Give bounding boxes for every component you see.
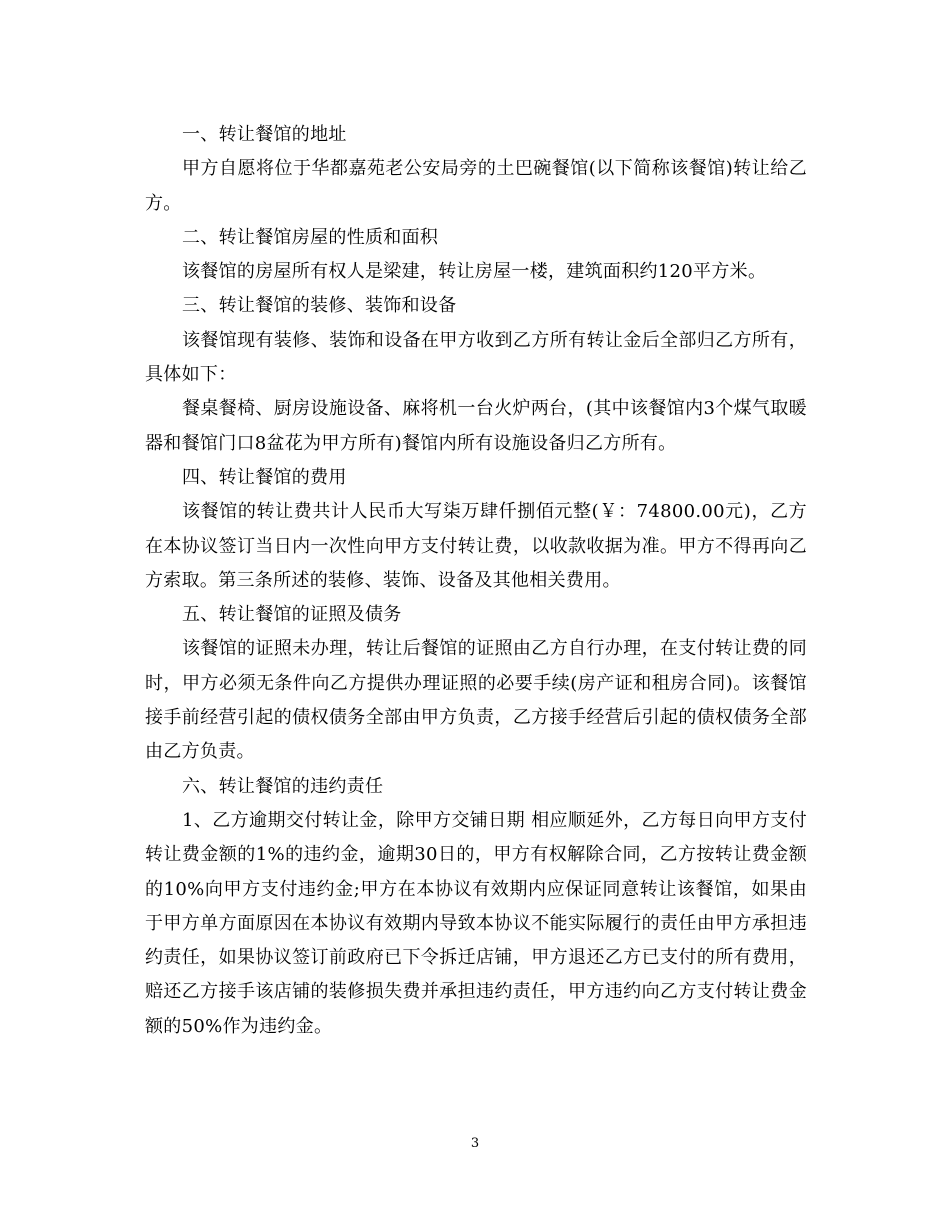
section-heading: 二、转让餐馆房屋的性质和面积 — [182, 226, 439, 248]
body-paragraph: 该餐馆的房屋所有权人是梁建，转让房屋一楼，建筑面积约120平方米。 — [182, 261, 767, 283]
section-heading: 四、转让餐馆的费用 — [182, 466, 347, 488]
body-paragraph: 餐桌餐椅、厨房设施设备、麻将机一台火炉两台，(其中该餐馆内3个煤气取暖器和餐馆门口8盆花为甲方所有)餐馆内所有设施设备归乙方所有。 — [145, 398, 807, 454]
section-heading: 三、转让餐馆的装修、装饰和设备 — [182, 295, 457, 317]
body-paragraph: 甲方自愿将位于华都嘉苑老公安局旁的土巴碗餐馆(以下简称该餐馆)转让给乙方。 — [145, 158, 807, 214]
section-heading: 五、转让餐馆的证照及债务 — [182, 604, 402, 626]
page-number: 3 — [470, 1136, 480, 1151]
body-paragraph: 该餐馆的证照未办理，转让后餐馆的证照由乙方自行办理，在支付转让费的同时，甲方必须无条件向乙方提供办理证照的必要手续(房产证和租房合同)。该餐馆接手前经营引起的债权债务全部由甲方负责，乙方接手经营后引起的债权债务全部由乙方负责。 — [145, 638, 807, 763]
document-body — [145, 118, 807, 1044]
body-paragraph: 该餐馆的转让费共计人民币大写柒万肆仟捌佰元整(￥：74800.00元)，乙方在本协议签订当日内一次性向甲方支付转让费，以收款收据为准。甲方不得再向乙方索取。第三条所述的装修、装饰、设备及其他相关费用。 — [145, 501, 807, 591]
body-paragraph: 1、乙方逾期交付转让金，除甲方交铺日期 相应顺延外，乙方每日向甲方支付转让费金额的1%的违约金，逾期30日的，甲方有权解除合同，乙方按转让费金额的10%向甲方支付违约金;甲方在本协议有效期内应保证同意转让该餐馆，如果由于甲方单方面原因在本协议有效期内导致本协议不能实际履行的责任由甲方承担违约责任，如果协议签订前政府已下令拆迁店铺，甲方退还乙方已支付的所有费用，赔还乙方接手该店铺的装修损失费并承担违约责任，甲方违约向乙方支付转让费金额的50%作为违约金。 — [145, 809, 807, 1037]
section-heading: 六、转让餐馆的违约责任 — [182, 775, 384, 797]
body-paragraph: 该餐馆现有装修、装饰和设备在甲方收到乙方所有转让金后全部归乙方所有，具体如下： — [145, 329, 807, 386]
section-heading: 一、转让餐馆的地址 — [182, 124, 347, 145]
